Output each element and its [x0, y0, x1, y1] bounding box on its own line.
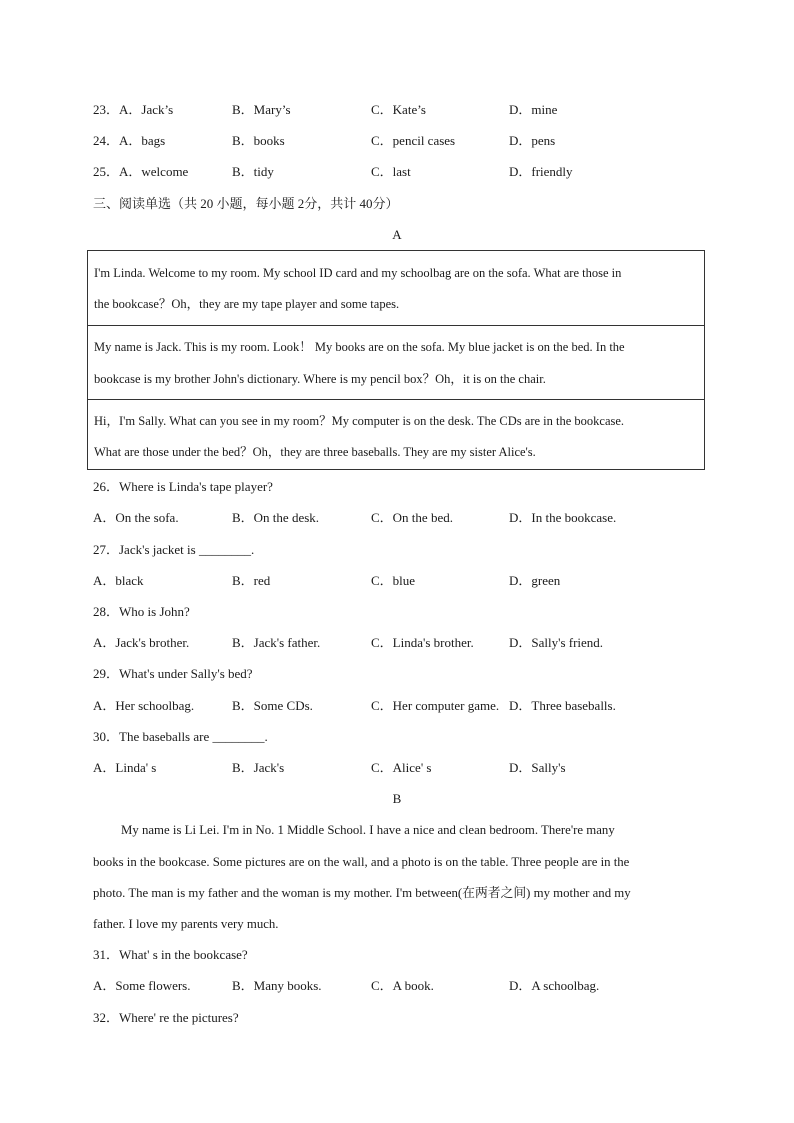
option-a: A．Some flowers.: [93, 978, 191, 993]
option-d: D．pens: [509, 133, 556, 148]
passage-b-line: books in the bookcase. Some pictures are on the wall, and a photo is on the table. Three people are in the: [93, 855, 630, 869]
question-27: 27．Jack's jacket is ________.: [93, 542, 255, 557]
option-c: C．last: [371, 164, 411, 179]
option-d: D．friendly: [509, 164, 573, 179]
section-heading: 三、阅读单选（共 20 小题，每小题 2分，共计 40分）: [93, 196, 399, 211]
option-b: B．Some CDs.: [232, 698, 313, 713]
option-b: B．red: [232, 573, 271, 588]
passage-line: bookcase is my brother John's dictionary. Where is my pencil box？Oh，it is on the chair.: [94, 372, 546, 386]
option-b: B．Jack's father.: [232, 635, 321, 650]
option-b: B．On the desk.: [232, 510, 320, 525]
question-29: 29．What's under Sally's bed?: [93, 666, 253, 681]
question-31-options: [93, 978, 713, 994]
option-c: C．Linda's brother.: [371, 635, 474, 650]
option-c: C．On the bed.: [371, 510, 453, 525]
option-a: A．Linda' s: [93, 760, 157, 775]
passage-a-sally: [88, 399, 704, 471]
option-a: A．On the sofa.: [93, 510, 179, 525]
question-26-options: [93, 510, 713, 526]
passage-line: What are those under the bed？Oh，they are three baseballs. They are my sister Alice's.: [94, 445, 536, 459]
option-a: A．Her schoolbag.: [93, 698, 195, 713]
option-d: D．green: [509, 573, 561, 588]
option-a: 23．A．Jack’s: [93, 102, 174, 117]
option-a: 25．A．welcome: [93, 164, 189, 179]
passage-a-label: A: [392, 227, 402, 242]
option-c: C．Kate’s: [371, 102, 426, 117]
question-32: 32．Where' re the pictures?: [93, 1010, 239, 1025]
question-28: 28．Who is John?: [93, 604, 190, 619]
passage-line: My name is Jack. This is my room. Look！ My books are on the sofa. My blue jacket is on the bed. In the: [94, 340, 625, 354]
passage-b-line: photo. The man is my father and the woman is my mother. I'm between(在两者之间) my mother and my: [93, 886, 631, 900]
option-b: B．books: [232, 133, 285, 148]
passage-a-linda: [88, 251, 704, 325]
option-row-24: [93, 133, 713, 149]
passage-a-jack: [88, 325, 704, 399]
option-c: C．Her computer game.: [371, 698, 500, 713]
option-a: A．black: [93, 573, 144, 588]
passage-b-label: B: [392, 791, 402, 806]
option-b: B．Many books.: [232, 978, 322, 993]
option-d: D．Sally's: [509, 760, 566, 775]
option-c: C．A book.: [371, 978, 434, 993]
option-d: D．Three baseballs.: [509, 698, 616, 713]
passage-line: Hi，I'm Sally. What can you see in my room？My computer is on the desk. The CDs are in the bookcase.: [94, 414, 625, 428]
question-31: 31．What' s in the bookcase?: [93, 947, 248, 962]
option-b: B．tidy: [232, 164, 274, 179]
question-27-options: [93, 573, 713, 589]
option-a: A．Jack's brother.: [93, 635, 190, 650]
passage-b-line: father. I love my parents very much.: [93, 917, 279, 931]
option-row-25: [93, 164, 713, 180]
option-b: B．Mary’s: [232, 102, 291, 117]
question-28-options: [93, 635, 713, 651]
question-29-options: [93, 698, 713, 714]
option-c: C．blue: [371, 573, 416, 588]
option-c: C．pencil cases: [371, 133, 456, 148]
question-30: 30．The baseballs are ________.: [93, 729, 268, 744]
passage-line: I'm Linda. Welcome to my room. My school ID card and my schoolbag are on the sofa. What are those in: [94, 266, 622, 280]
passage-b-line: My name is Li Lei. I'm in No. 1 Middle School. I have a nice and clean bedroom. There're many: [121, 823, 615, 837]
option-a: 24．A．bags: [93, 133, 166, 148]
passage-a-table: [87, 250, 705, 470]
option-row-23: [93, 102, 713, 118]
option-d: D．Sally's friend.: [509, 635, 604, 650]
question-30-options: [93, 760, 713, 776]
option-c: C．Alice' s: [371, 760, 432, 775]
option-d: D．mine: [509, 102, 558, 117]
option-d: D．In the bookcase.: [509, 510, 617, 525]
option-b: B．Jack's: [232, 760, 285, 775]
passage-line: the bookcase？Oh，they are my tape player and some tapes.: [94, 297, 400, 311]
question-26: 26．Where is Linda's tape player?: [93, 479, 273, 494]
option-d: D．A schoolbag.: [509, 978, 600, 993]
